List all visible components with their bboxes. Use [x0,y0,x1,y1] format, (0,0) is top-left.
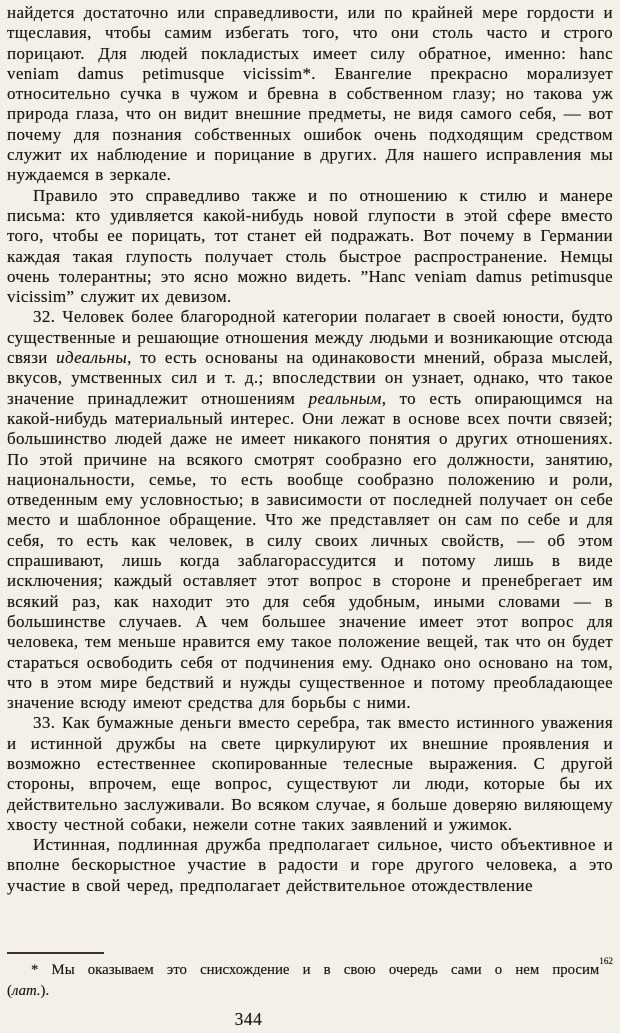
page-number: 344 [234,1009,263,1029]
text-segment: * Мы оказываем это снисхождение и в свою очередь сами о нем просим [31,962,600,978]
italic-text-segment: лат. [11,982,41,999]
text-segment: ). [40,982,50,999]
body-text [7,3,613,896]
footnote-line [7,981,613,1002]
footnote-line [7,955,613,981]
paragraph [7,3,613,186]
text-segment: 33. Как бумажные деньги вместо серебра, так вместо истинного уважения и истинной дружбы на свете циркулируют их внешние проявления и возможно естественнее скопированные телесные выражения. С другой стороны, впрочем, еще вопрос, существуют ли люди, которые бы их действительно заслуживали. Во всяком случае, я больше доверяю виляющему хвосту честной собаки, нежели сотне таких заявлений и ужимок. [7,713,613,834]
text-segment: Правило это справедливо также и по отношению к стилю и манере письма: кто удивляется какой-нибудь новой глупости в этой сфере вместо того, чтобы ее порицать, тот станет ей подражать. Вот почему в Германии каждая такая глупость получает столь быстрое распространение. Немцы очень толерантны; это ясно можно видеть. ”Hanc veniam damus petimusque vicissim” служит их девизом. [7,185,613,307]
footnote-text [7,955,613,1001]
text-segment: найдется достаточно или справедливости, или по крайней мере гордости и тщеславия, чтобы самим избегать того, что они столь часто и строго порицают. Для людей покладистых имеет силу обратное, именно: hanc veniam damus petimusque vicissim*. Евангелие прекрасно морализует относительно сучка в чужом и бревна в собственном глазу; но такова уж природа глаза, что он видит внешние предметы, не видя самого себя, — вот почему для познания собственных ошибок очень подходящим средством служит их наблюдение и порицание в других. Для нашего исправления мы нуждаемся в зеркале. [7,3,613,185]
paragraph [7,307,613,713]
italic-text-segment: идеальны [56,348,128,368]
text-segment: ( [7,982,12,999]
text-segment: , то есть опирающимся на какой-нибудь материальный интерес. Они лежат в основе всех почти связей; большинство людей даже не имеет никакого понятия о других отношениях. По этой причине на всякого смотрят сообразно его должности, занятию, национальности, семье, то есть вообще сообразно положению и роли, отведенным ему условностью; в зависимости от последней получает он себе место и шаблонное обращение. Что же представляет он сам по себе и для себя, то есть как человек, в силу своих личных свойств, — об этом спрашивают, лишь когда заблагорассудится и потому лишь в виде исключения; каждый оставляет этот вопрос в стороне и пренебрегает им всякий раз, как находит это для себя удобным, иными словами — в большинстве случаев. А чем большее значение имеет этот вопрос для человека, тем меньше нравится ему такое положение вещей, так что он будет стараться освободить себя от подчинения ему. Однако оно основано на том, что в этом мире бедствий и нужды существенное и потому преобладающее значение всюду имеют средства для борьбы с ними. [7,388,613,713]
paragraph [7,186,613,308]
footnote-rule [7,952,104,954]
text-segment: 32. Человек более благородной категории полагает в своей юности, будто существенные и решающие отношения между людьми и возникающие отсюда связи [7,307,613,368]
paragraph [7,835,613,896]
paragraph [7,713,613,835]
text-segment: , то есть основаны на одинаковости мнений, образа мыслей, вкусов, умственных сил и т. д.; впоследствии он узнает, однако, что такое значение принадлежит отношениям [7,348,613,408]
italic-text-segment: реальным [308,388,382,408]
text-segment: Истинная, подлинная дружба предполагает сильное, чисто объективное и вполне бескорыстное участие в радости и горе другого человека, а это участие в свой черед, предполагает действительное отождествление [7,835,613,895]
footnote-number: 162 [599,955,613,966]
footnote [7,952,613,1001]
